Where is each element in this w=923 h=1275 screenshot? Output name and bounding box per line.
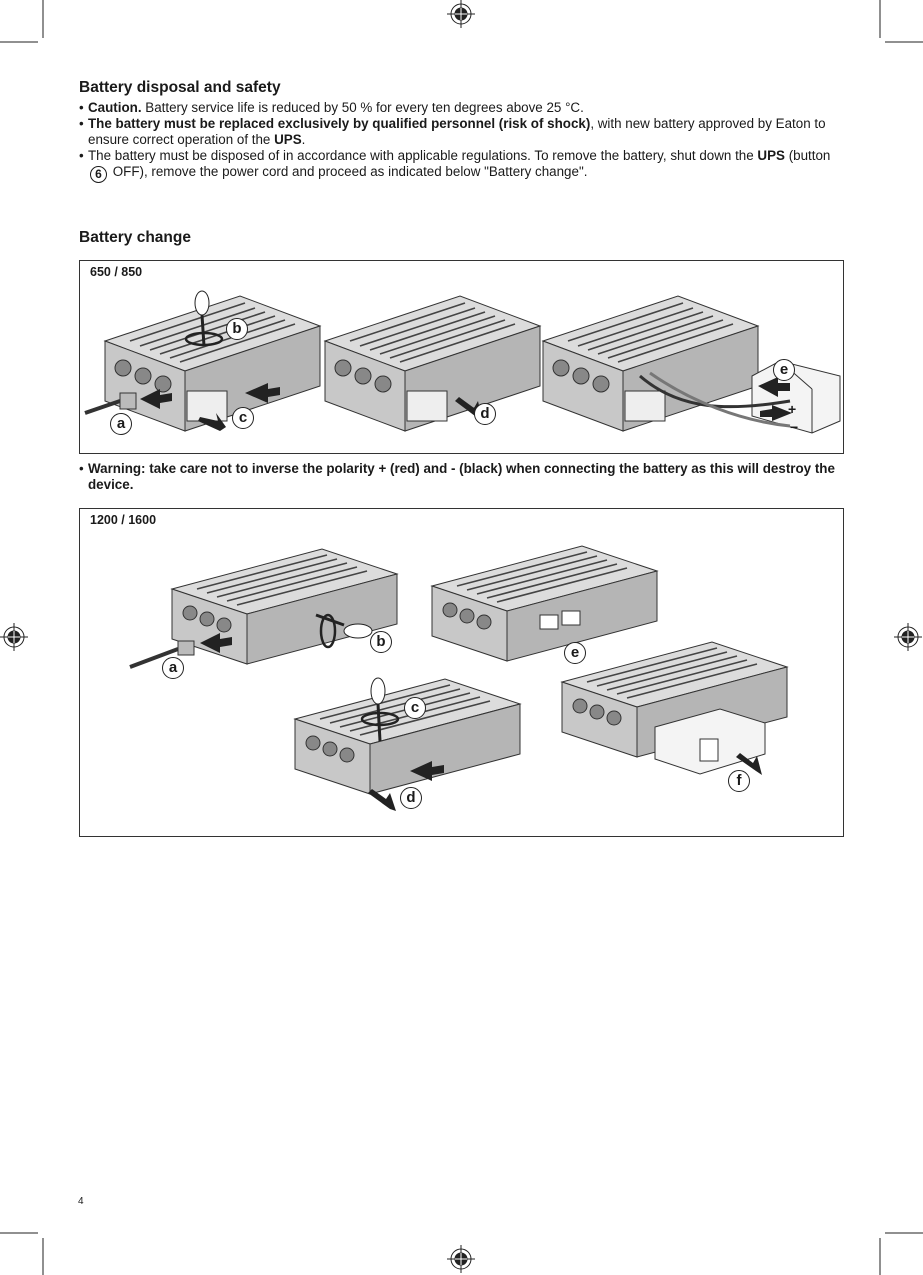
bullet-dot: • xyxy=(79,116,84,131)
qualified-text: , with new battery approved by Eaton to ensure correct operation of the xyxy=(88,116,826,147)
qualified-end: . xyxy=(301,132,306,147)
bullet-disposal xyxy=(79,148,849,183)
step-label-d: d xyxy=(400,787,422,809)
warning-text: Warning: take care not to inverse the polarity + (red) and - (black) when connecting the battery as this will destroy the device. xyxy=(88,461,835,492)
disposal-text-3: OFF), remove the power cord and proceed as indicated below "Battery change". xyxy=(109,164,588,179)
step-label-e: e xyxy=(564,642,586,664)
figure-1200-1600 xyxy=(79,508,844,837)
bullet-dot: • xyxy=(79,100,84,115)
step-label-c: c xyxy=(232,407,254,429)
registration-mark-top xyxy=(447,0,475,28)
minus-sign: − xyxy=(790,419,799,435)
registration-mark-bottom xyxy=(447,1245,475,1273)
ups-unit-1 xyxy=(105,296,320,431)
plus-sign: + xyxy=(788,401,797,417)
registration-mark-right xyxy=(894,623,922,651)
ups-unit-bl xyxy=(295,679,520,794)
ups-unit-tr xyxy=(432,546,657,661)
ups-unit-tl xyxy=(172,549,397,664)
step-label-b: b xyxy=(370,631,392,653)
step-label-a: a xyxy=(162,657,184,679)
disposal-text: The battery must be disposed of in accordance with applicable regulations. To remove the battery, shut down the xyxy=(88,148,758,163)
page-number: 4 xyxy=(78,1196,84,1207)
figure-1200-1600-illustration xyxy=(80,509,843,836)
step-label-b: b xyxy=(226,318,248,340)
qualified-bold: The battery must be replaced exclusively by qualified personnel (risk of shock) xyxy=(88,116,591,131)
bullet-warning xyxy=(79,461,847,493)
caution-text: Battery service life is reduced by 50 % for every ten degrees above 25 °C. xyxy=(141,100,584,115)
bullet-qualified-personnel xyxy=(79,116,849,148)
step-label-f: f xyxy=(728,770,750,792)
bullet-caution xyxy=(79,100,849,116)
figure-650-850-illustration xyxy=(80,261,843,453)
bullet-dot: • xyxy=(79,461,84,476)
arrow-slide-d2 xyxy=(368,789,396,811)
section-title-battery-change: Battery change xyxy=(79,229,191,246)
disposal-text-2: (button xyxy=(784,148,831,163)
registration-mark-left xyxy=(0,623,28,651)
model-label: 1200 / 1600 xyxy=(90,513,157,527)
step-label-e: e xyxy=(773,359,795,381)
figure-650-850 xyxy=(79,260,844,454)
ups-unit-2 xyxy=(325,296,540,431)
ups-bold: UPS xyxy=(274,132,302,147)
step-label-d: d xyxy=(474,403,496,425)
step-label-a: a xyxy=(110,413,132,435)
ups-bold: UPS xyxy=(757,148,785,163)
caution-bold: Caution. xyxy=(88,100,142,115)
section-title-battery-disposal: Battery disposal and safety xyxy=(79,79,281,96)
bullet-dot: • xyxy=(79,148,84,163)
model-label: 650 / 850 xyxy=(90,265,143,279)
step-label-c: c xyxy=(404,697,426,719)
button-number-badge: 6 xyxy=(90,166,107,183)
